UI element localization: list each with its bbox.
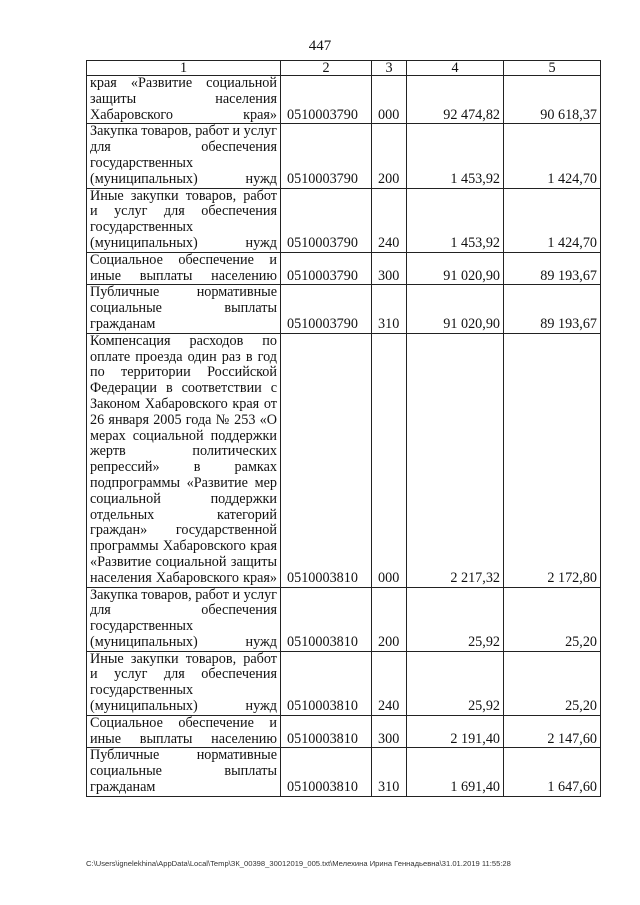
row-amount-col5: 89 193,67 (504, 252, 601, 285)
header-col-3: 3 (372, 61, 407, 76)
row-amount-col4: 1 453,92 (407, 188, 504, 252)
header-col-2: 2 (281, 61, 372, 76)
row-name: Закупка товаров, работ и услуг для обеспечения государственных (муниципальных) нужд (87, 124, 281, 188)
table-row (87, 76, 601, 124)
row-amount-col4: 2 217,32 (407, 333, 504, 587)
row-amount-col4: 1 453,92 (407, 124, 504, 188)
row-target-code: 0510003790 (281, 124, 372, 188)
row-expense-type: 300 (372, 252, 407, 285)
row-expense-type: 300 (372, 715, 407, 748)
row-name: Социальное обеспечение и иные выплаты населению (87, 252, 281, 285)
row-expense-type: 240 (372, 651, 407, 715)
row-target-code: 0510003810 (281, 333, 372, 587)
table-row (87, 748, 601, 796)
header-col-5: 5 (504, 61, 601, 76)
row-amount-col4: 92 474,82 (407, 76, 504, 124)
table-row (87, 333, 601, 587)
row-target-code: 0510003790 (281, 252, 372, 285)
row-expense-type: 310 (372, 748, 407, 796)
budget-table (86, 60, 601, 797)
row-name: Публичные нормативные социальные выплаты гражданам (87, 285, 281, 333)
row-amount-col5: 1 647,60 (504, 748, 601, 796)
row-target-code: 0510003810 (281, 587, 372, 651)
row-expense-type: 200 (372, 124, 407, 188)
row-name: Закупка товаров, работ и услуг для обеспечения государственных (муниципальных) нужд (87, 587, 281, 651)
row-expense-type: 000 (372, 76, 407, 124)
row-target-code: 0510003790 (281, 285, 372, 333)
row-amount-col5: 90 618,37 (504, 76, 601, 124)
table-header-row (87, 61, 601, 76)
row-target-code: 0510003790 (281, 188, 372, 252)
row-amount-col5: 89 193,67 (504, 285, 601, 333)
row-amount-col4: 25,92 (407, 651, 504, 715)
row-name: Публичные нормативные социальные выплаты гражданам (87, 748, 281, 796)
row-amount-col5: 25,20 (504, 651, 601, 715)
header-col-1: 1 (87, 61, 281, 76)
row-amount-col5: 1 424,70 (504, 188, 601, 252)
table-row (87, 651, 601, 715)
table-row (87, 124, 601, 188)
row-amount-col5: 1 424,70 (504, 124, 601, 188)
row-expense-type: 310 (372, 285, 407, 333)
row-expense-type: 200 (372, 587, 407, 651)
row-name: Социальное обеспечение и иные выплаты населению (87, 715, 281, 748)
table-row (87, 285, 601, 333)
row-target-code: 0510003810 (281, 715, 372, 748)
row-target-code: 0510003810 (281, 748, 372, 796)
row-name: Иные закупки товаров, работ и услуг для обеспечения государственных (муниципальных) нужд (87, 188, 281, 252)
row-amount-col4: 25,92 (407, 587, 504, 651)
header-col-4: 4 (407, 61, 504, 76)
row-amount-col5: 2 172,80 (504, 333, 601, 587)
page-number: 447 (308, 38, 332, 54)
row-amount-col5: 25,20 (504, 587, 601, 651)
row-amount-col4: 1 691,40 (407, 748, 504, 796)
file-path-footer: C:\Users\ignelekhina\AppData\Local\Temp\ЗК_00398_30012019_005.txt\Мелехина Ирина Геннадьевна\31.01.2019 11:55:28 (86, 859, 511, 868)
row-expense-type: 240 (372, 188, 407, 252)
row-name: Иные закупки товаров, работ и услуг для обеспечения государственных (муниципальных) нужд (87, 651, 281, 715)
row-amount-col4: 2 191,40 (407, 715, 504, 748)
row-target-code: 0510003790 (281, 76, 372, 124)
row-name: Компенсация расходов по оплате проезда один раз в год по территории Российской Федерации в соответствии с Законом Хабаровского края от 26 января 2005 года № 253 «О мерах социальной поддержки жертв политических репрессий» в рамках подпрограммы «Развитие мер социальной поддержки отдельных категорий граждан» государственной программы Хабаровского края «Развитие социальной защиты населения Хабаровского края» (87, 333, 281, 587)
row-name: края «Развитие социальной защиты населения Хабаровского края» (87, 76, 281, 124)
table-row (87, 587, 601, 651)
table-row (87, 252, 601, 285)
row-amount-col4: 91 020,90 (407, 285, 504, 333)
table-row (87, 715, 601, 748)
table-row (87, 188, 601, 252)
row-target-code: 0510003810 (281, 651, 372, 715)
row-amount-col4: 91 020,90 (407, 252, 504, 285)
row-amount-col5: 2 147,60 (504, 715, 601, 748)
row-expense-type: 000 (372, 333, 407, 587)
